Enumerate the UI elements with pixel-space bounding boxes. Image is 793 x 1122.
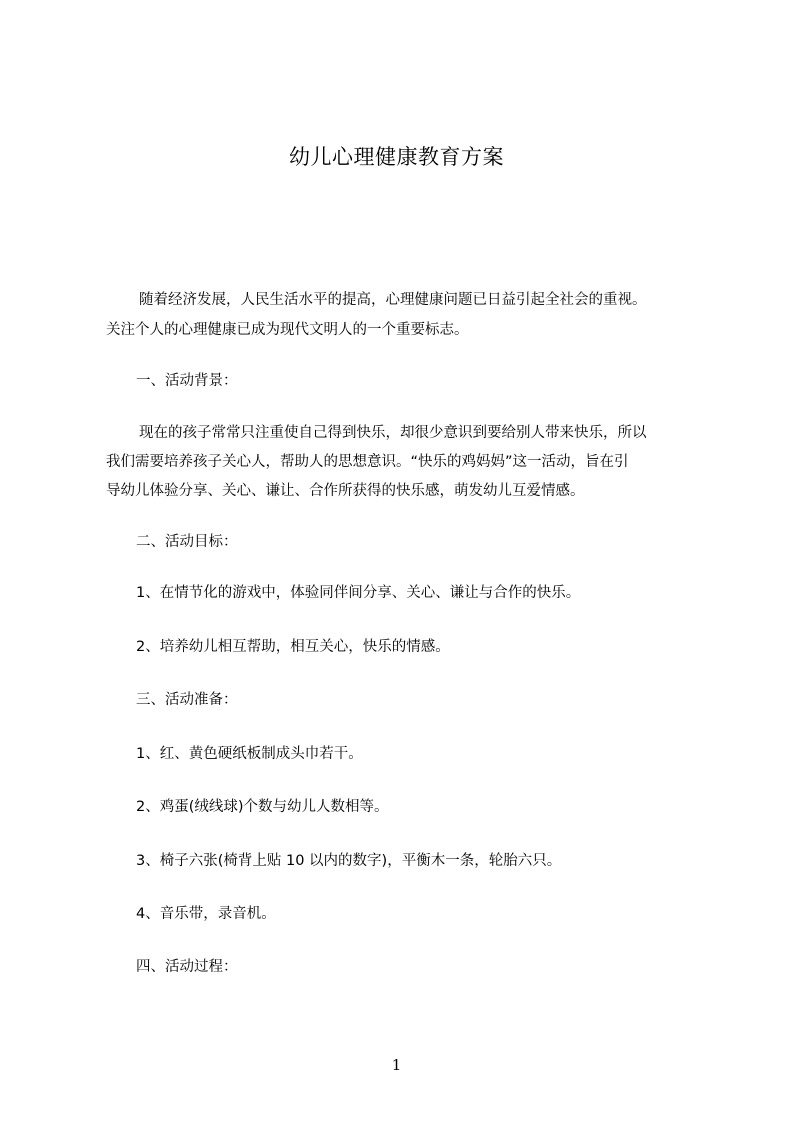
background-paragraph-cont-1 — [106, 450, 629, 474]
intro-paragraph-cont — [106, 318, 469, 342]
section-heading-preparation: 三、活动准备： — [136, 692, 238, 708]
preparation-item-2: 2、鸡蛋(绒线球)个数与幼儿人数相等。 — [136, 799, 389, 815]
section-heading-goals: 二、活动目标： — [136, 534, 238, 550]
preparation-item-3: 3、椅子六张(椅背上贴 10 以内的数字)，平衡木一条，轮胎六只。 — [136, 853, 562, 869]
document-title: 幼儿心理健康教育方案 — [289, 145, 504, 169]
preparation-item-4: 4、音乐带，录音机。 — [136, 906, 276, 922]
goal-item-1: 1、在情节化的游戏中，体验同伴间分享、关心、谦让与合作的快乐。 — [136, 585, 581, 601]
page-number: 1 — [391, 1056, 402, 1074]
background-line-1: 现在的孩子常常只注重使自己得到快乐，却很少意识到要给别人带来快乐，所以 — [139, 425, 647, 441]
background-line-2: 我们需要培养孩子关心人，帮助人的思想意识。“快乐的鸡妈妈”这一活动，旨在引 — [106, 454, 629, 470]
section-heading-background: 一、活动背景： — [136, 373, 238, 389]
background-paragraph — [106, 421, 647, 445]
goal-item-2: 2、培养幼儿相互帮助，相互关心，快乐的情感。 — [136, 639, 450, 655]
background-paragraph-cont-2 — [106, 479, 585, 503]
section-heading-process: 四、活动过程： — [136, 959, 238, 975]
intro-line-1: 随着经济发展，人民生活水平的提高，心理健康问题已日益引起全社会的重视。 — [139, 292, 647, 308]
intro-paragraph — [106, 288, 706, 312]
background-line-3: 导幼儿体验分享、关心、谦让、合作所获得的快乐感，萌发幼儿互爱情感。 — [106, 483, 585, 499]
preparation-item-1: 1、红、黄色硬纸板制成头巾若干。 — [136, 746, 363, 762]
intro-line-2: 关注个人的心理健康已成为现代文明人的一个重要标志。 — [106, 322, 469, 338]
